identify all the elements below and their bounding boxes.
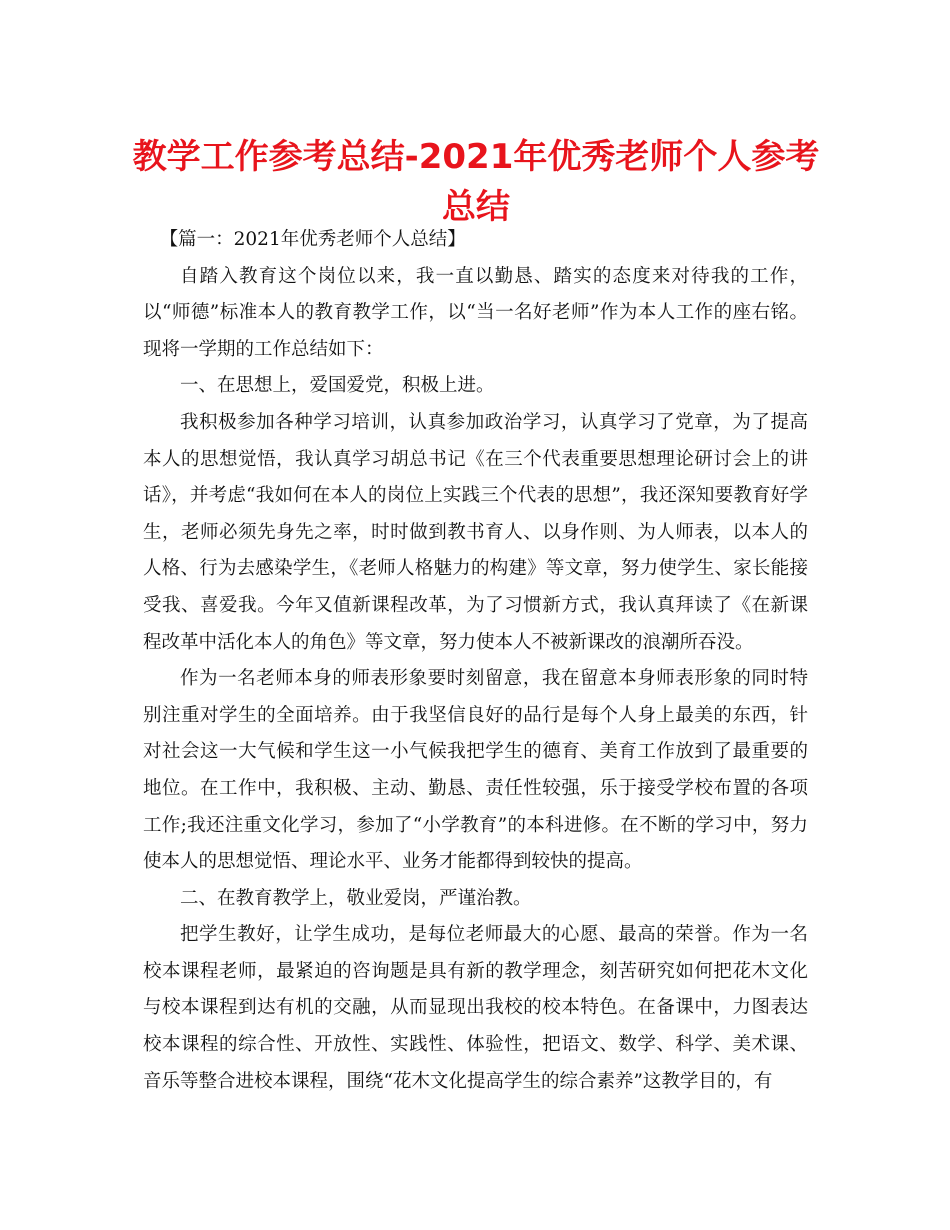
paragraph: 把学生教好，让学生成功，是每位老师最大的心愿、最高的荣誉。作为一名校本课程老师，最紧迫的咨询题是具有新的教学理念，刻苦研究如何把花木文化与校本课程到达有机的交融，从而显现出我校的校本特色。在备课中，力图表达校本课程的综合性、开放性、实践性、体验性，把语文、数学、科学、美术课、音乐等整合进校本课程，围绕“花木文化提高学生的综合素养”这教学目的，有	[143, 924, 808, 1092]
document-body	[143, 222, 808, 1100]
paragraph: 我积极参加各种学习培训，认真参加政治学习，认真学习了党章，为了提高本人的思想觉悟，我认真学习胡总书记《在三个代表重要思想理论研讨会上的讲话》，并考虑“我如何在本人的岗位上实践三个代表的思想”，我还深知要教育好学生，老师必须先身先之率，时时做到教书育人、以身作则、为人师表，以本人的人格、行为去感染学生，《老师人格魅力的构建》等文章，努力使学生、家长能接受我、喜爱我。今年又值新课程改革，为了习惯新方式，我认真拜读了《在新课程改革中活化本人的角色》等文章，努力使本人不被新课改的浪潮所吞没。	[143, 411, 808, 653]
section-heading: 一、在思想上，爱国爱党，积极上进。	[180, 375, 495, 397]
paragraph: 作为一名老师本身的师表形象要时刻留意，我在留意本身师表形象的同时特别注重对学生的全面培养。由于我坚信良好的品行是每个人身上最美的东西，针对社会这一大气候和学生这一小气候我把学生的德育、美育工作放到了最重要的地位。在工作中，我积极、主动、勤恳、责任性较强，乐于接受学校布置的各项工作;我还注重文化学习，参加了“小学教育”的本科进修。在不断的学习中，努力使本人的思想觉悟、理论水平、业务才能都得到较快的提高。	[143, 668, 808, 873]
document-title: 教学工作参考总结-2021年优秀老师个人参考总结	[132, 137, 820, 227]
paragraph: 自踏入教育这个岗位以来，我一直以勤恳、踏实的态度来对待我的工作，以“师德”标准本人的教育教学工作，以“当一名好老师”作为本人工作的座右铭。现将一学期的工作总结如下：	[143, 265, 808, 360]
section-heading: 二、在教育教学上，敬业爱岗，严谨治教。	[180, 887, 532, 909]
section-label: 【篇一：2021年优秀老师个人总结】	[159, 229, 466, 250]
